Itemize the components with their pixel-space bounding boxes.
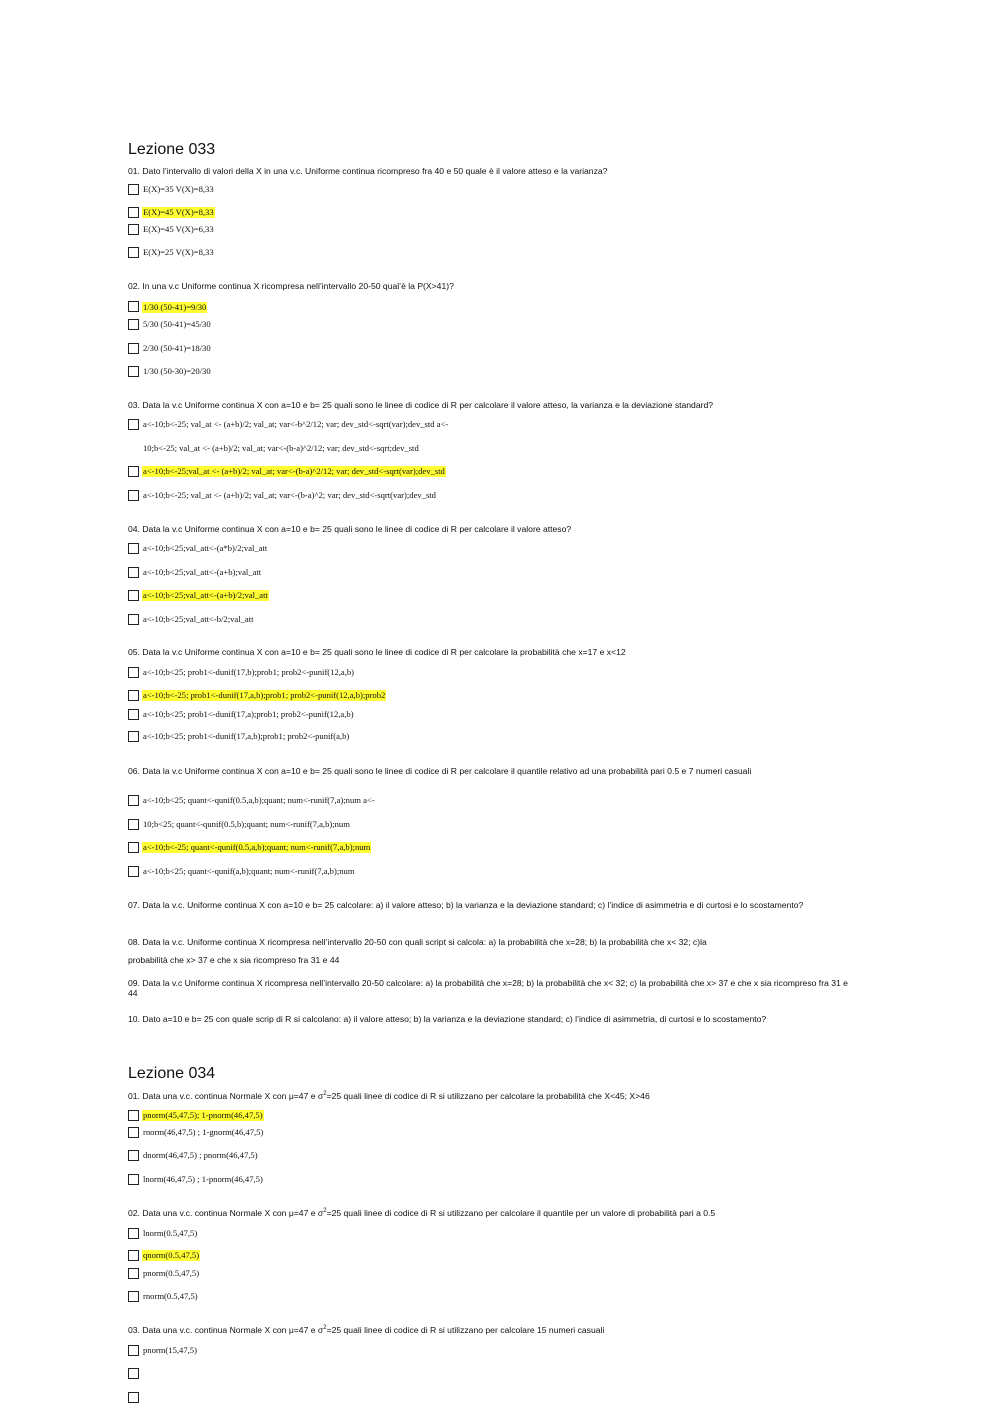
answer-checkbox[interactable] [128, 1392, 139, 1403]
answer-checkbox[interactable] [128, 866, 139, 877]
answer-option: a<-10;b<25;val_att<-(a+b);val_att [143, 567, 262, 577]
answer-checkbox[interactable] [128, 614, 139, 625]
question-text: 03. Data una v.c. continua Normale X con μ=47 e $\sigma^2=25$ quali linee di codice di R si utilizzano per calcolare 15 numeri casuali [128, 1325, 605, 1335]
answer-checkbox[interactable] [128, 819, 139, 830]
answer-option: a<-10;b<25; quant<-qunif(0.5,a,b);quant; num<-runif(7,a);num a<- [143, 795, 375, 805]
answer-checkbox[interactable] [128, 207, 139, 218]
answer-option: 1/30 (50-30)=20/30 [143, 366, 211, 376]
answer-checkbox[interactable] [128, 543, 139, 554]
question-text-continuation: probabilità che x> 37 e che x sia ricompreso fra 31 e 44 [128, 955, 340, 965]
answer-option: 10;b<-25; val_at <- (a+b)/2; val_at; var<-(b-a)^2/12; var; dev_std<-sqrt;dev_std [143, 443, 419, 453]
answer-checkbox[interactable] [128, 567, 139, 578]
lesson-title: Lezione 033 [128, 141, 216, 158]
answer-checkbox[interactable] [128, 1110, 139, 1121]
answer-option: lnorm(46,47,5) ; 1-pnorm(46,47,5) [143, 1174, 263, 1184]
answer-checkbox[interactable] [128, 184, 139, 195]
answer-checkbox[interactable] [128, 1268, 139, 1279]
answer-option-highlighted: pnorm(45,47,5); 1-pnorm(46,47,5) [143, 1110, 263, 1120]
answer-option-highlighted: a<-10;b<-25; quant<-qunif(0.5,a,b);quant; num<-runif(7,a,b);num [143, 842, 371, 852]
answer-option-highlighted: a<-10;b<25;val_att<-(a+b)/2;val_att [143, 590, 268, 600]
answer-checkbox[interactable] [128, 247, 139, 258]
question-text: 08. Data la v.c. Uniforme continua X ricompresa nell’intervallo 20-50 con quali script si calcola: a) la probabilità che x=28; b) la probabilità che x< 32; c)la [128, 937, 707, 947]
question-text: 02. In una v.c Uniforme continua X ricompresa nell’intervallo 20-50 qual’è la P(X>41)? [128, 281, 454, 291]
answer-option: lnorm(0.5,47,5) [143, 1228, 198, 1238]
answer-option: E(X)=45 V(X)=6,33 [143, 224, 214, 234]
answer-checkbox[interactable] [128, 731, 139, 742]
answer-option: a<-10;b<-25; val_at <- (a+b)/2; val_at; var<-(b-a)^2; var; dev_std<-sqrt(var);dev_std [143, 490, 436, 500]
answer-checkbox[interactable] [128, 466, 139, 477]
answer-option: a<-10;b<-25; val_at <- (a+b)/2; val_at; var<-b^2/12; var; dev_std<-sqrt(var);dev_std a<- [143, 419, 449, 429]
answer-option-highlighted: a<-10;b<-25; prob1<-dunif(17,a,b);prob1; prob2<-punif(12,a,b);prob2 [143, 690, 386, 700]
answer-checkbox[interactable] [128, 490, 139, 501]
answer-option: dnorm(46,47,5) ; pnorm(46,47,5) [143, 1150, 258, 1160]
answer-option: rnorm(0.5,47,5) [143, 1291, 198, 1301]
answer-option-highlighted: a<-10;b<-25;val_at <- (a+b)/2; val_at; var<-(b-a)^2/12; var; dev_std<-sqrt(var);dev_std [143, 466, 445, 476]
answer-option: a<-10;b<25; prob1<-dunif(17,a,b);prob1; prob2<-punif(a,b) [143, 731, 350, 741]
question-text: 06. Data la v.c Uniforme continua X con a=10 e b= 25 quali sono le linee di codice di R per calcolare il quantile relativo ad una probabilità pari 0.5 e 7 numeri casuali [128, 766, 752, 776]
answer-checkbox[interactable] [128, 709, 139, 720]
lesson-title: Lezione 034 [128, 1065, 216, 1082]
answer-option: E(X)=35 V(X)=8,33 [143, 184, 214, 194]
answer-checkbox[interactable] [128, 419, 139, 430]
answer-checkbox[interactable] [128, 1345, 139, 1356]
answer-checkbox[interactable] [128, 690, 139, 701]
answer-option: a<-10;b<25;val_att<-b/2;val_att [143, 614, 254, 624]
answer-option: E(X)=25 V(X)=8,33 [143, 247, 214, 257]
answer-option: a<-10;b<25; prob1<-dunif(17,b);prob1; prob2<-punif(12,a,b) [143, 667, 355, 677]
answer-checkbox[interactable] [128, 590, 139, 601]
answer-checkbox[interactable] [128, 1228, 139, 1239]
question-text: 03. Data la v.c Uniforme continua X con a=10 e b= 25 quali sono le linee di codice di R per calcolare il valore atteso, la varianza e la deviazione standard? [128, 400, 714, 410]
answer-option-highlighted: E(X)=45 V(X)=8,33 [143, 207, 214, 217]
answer-checkbox[interactable] [128, 795, 139, 806]
answer-option: 2/30 (50-41)=18/30 [143, 343, 211, 353]
question-text: 05. Data la v.c Uniforme continua X con a=10 e b= 25 quali sono le linee di codice di R per calcolare la probabilità che x=17 e x<12 [128, 647, 626, 657]
answer-checkbox[interactable] [128, 224, 139, 235]
answer-option: a<-10;b<25;val_att<-(a*b)/2;val_att [143, 543, 268, 553]
answer-option: a<-10;b<25; prob1<-dunif(17,a);prob1; prob2<-punif(12,a,b) [143, 709, 354, 719]
question-text: 07. Data la v.c. Uniforme continua X con a=10 e b= 25 calcolare: a) il valore atteso; b) la varianza e la deviazione standard; c) l’indice di asimmetria e di curtosi e lo scostamento? [128, 900, 804, 910]
answer-checkbox[interactable] [128, 1127, 139, 1138]
answer-checkbox[interactable] [128, 366, 139, 377]
answer-checkbox[interactable] [128, 319, 139, 330]
answer-option-highlighted: qnorm(0.5,47,5) [143, 1250, 200, 1260]
answer-checkbox[interactable] [128, 1368, 139, 1379]
question-text: 09. Data la v.c Uniforme continua X ricompresa nell’intervallo 20-50 calcolare: a) la probabilità che x=28; b) la probabilità che x< 32; c) la probabilità che x> 37 e che x sia ricompreso fra 31 e 44 [128, 978, 848, 998]
question-text: 02. Data una v.c. continua Normale X con μ=47 e $\sigma^2=25$ quali linee di codice di R si utilizzano per calcolare il quantile per un valore di probabilità pari a 0.5 [128, 1208, 716, 1218]
answer-option-highlighted: 1/30 (50-41)=9/30 [143, 302, 207, 312]
answer-checkbox[interactable] [128, 301, 139, 312]
answer-option: 10;b<25; quant<-qunif(0.5,b);quant; num<-runif(7,a,b);num [143, 819, 350, 829]
answer-option: pnorm(15,47,5) [143, 1345, 197, 1355]
question-text: 04. Data la v.c Uniforme continua X con a=10 e b= 25 quali sono le linee di codice di R per calcolare il valore atteso? [128, 524, 572, 534]
answer-checkbox[interactable] [128, 1291, 139, 1302]
answer-checkbox[interactable] [128, 842, 139, 853]
question-text: 10. Dato a=10 e b= 25 con quale scrip di R si calcolano: a) il valore atteso; b) la varianza e la deviazione standard; c) l’indice di asimmetria, di curtosi e lo scostamento? [128, 1014, 767, 1024]
answer-option: a<-10;b<25; quant<-qunif(a,b);quant; num<-runif(7,a,b);num [143, 866, 355, 876]
answer-checkbox[interactable] [128, 667, 139, 678]
answer-option: 5/30 (50-41)=45/30 [143, 319, 211, 329]
answer-checkbox[interactable] [128, 1150, 139, 1161]
answer-option: pnorm(0.5,47,5) [143, 1268, 200, 1278]
question-text: 01. Data una v.c. continua Normale X con μ=47 e $\sigma^2=25$ quali linee di codice di R si utilizzano per calcolare la probabilità che X<45; X>46 [128, 1091, 650, 1101]
question-text: 01. Dato l’intervallo di valori della X in una v.c. Uniforme continua ricompreso fra 40 e 50 quale è il valore atteso e la varianza? [128, 166, 608, 176]
answer-checkbox[interactable] [128, 343, 139, 354]
answer-option: rnorm(46,47,5) ; 1-gnorm(46,47,5) [143, 1127, 264, 1137]
answer-checkbox[interactable] [128, 1174, 139, 1185]
answer-checkbox[interactable] [128, 1250, 139, 1261]
